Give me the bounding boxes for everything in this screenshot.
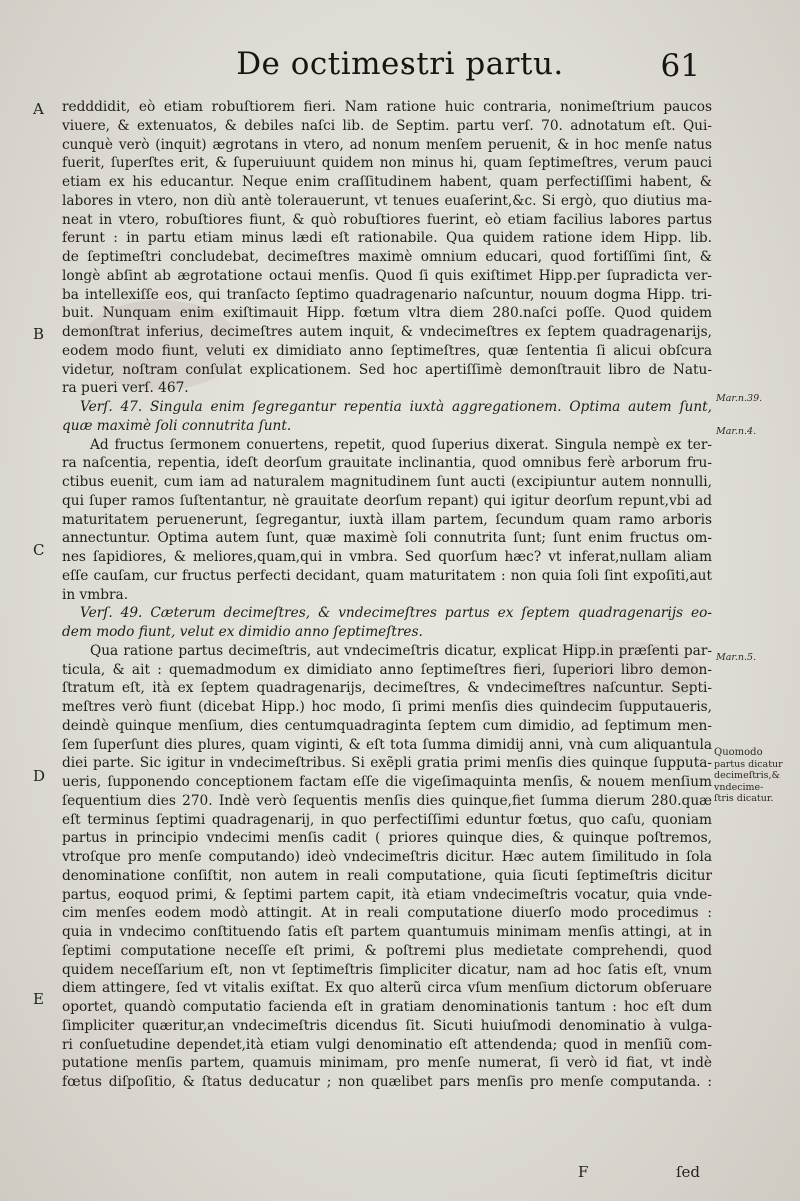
catchword: ſed (676, 1163, 701, 1181)
text-line: redddidit, eò etiam robuſtiorem fieri. Nam ratione huic contraria, nonimeſtrium paucos (62, 99, 712, 115)
text-line: ticula, & ait : quemadmodum ex dimidiato anno ſeptimeſtres fieri, ſuperiori libro demon- (62, 661, 712, 678)
text-line: videtur, noſtram conſulat explicationem. Sed hoc apertiſſimè demonſtrauit libro de Natu- (62, 361, 712, 378)
margin-gloss-line: vndecime- (714, 781, 764, 793)
text-line: etiam ex his educantur. Neque enim craſſitudinem habent, quam perfectiſſimi habent, & (62, 174, 712, 190)
text-line: oportet, quandò computatio facienda eſt in gratiam denominationis tantum : hoc eſt dum (62, 999, 712, 1015)
text-line: eodem modo fiunt, veluti ex dimidiato anno ſeptimeſtres, quæ ſententia ſi alicui obſcura (62, 342, 712, 359)
text-line: Ad fructus ſermonem conuertens, repetit, quod ſuperius dixerat. Singula nempè ex ter- (90, 436, 712, 453)
text-line: ſimpliciter quæritur,an vndecimeſtris dicendus ſit. Sicuti huiuſmodi denominatio à vulga- (62, 1017, 712, 1034)
margin-note: Mar.n.39. (716, 393, 763, 404)
text-line: ueris, ſupponendo conceptionem factam eſſe die vigeſimaquinta menſis, & nouem menſium (62, 774, 712, 790)
text-line: putatione menſis partem, quamuis minimam, pro menſe numerat, ſi verò id fiat, vt indè (62, 1055, 712, 1072)
verse-heading: dem modo fiunt, velut ex dimidio anno ſeptimeſtres. (62, 624, 423, 640)
verse-heading: Verſ. 47. Singula enim ſegregantur repentia iuxtà aggregationem. Optima autem ſunt, (80, 399, 712, 415)
text-line: denominatione conſiſtit, non autem in reali computatione, quia ſicuti ſeptimeſtris dicitur (62, 867, 712, 884)
text-line: deindè quinque menſium, dies centumquadraginta ſeptem cum dimidio, ad ſeptimum men- (62, 717, 712, 734)
main-text (62, 98, 712, 1092)
text-line: ſtratum eſt, ità ex ſeptem quadragenarijs, decimeſtres, & vndecimeſtres naſcuntur. Septi- (62, 680, 712, 697)
section-marker-a: A (33, 100, 44, 118)
running-header (0, 46, 800, 96)
margin-gloss-line: decimeſtris,& (714, 770, 780, 781)
page-number: 61 (660, 48, 700, 84)
text-line: maturitatem peruenerunt, ſegregantur, iuxtà illam partem, ſecundum quam ramo arboris (62, 511, 712, 528)
text-line: ſem ſuperſunt dies plures, quam viginti, & eſt tota ſumma dimidij anni, vnà cum aliquantula (62, 736, 712, 753)
text-line: buit. Nunquam enim exiſtimauit Hipp. fœtum vltra diem 280.naſci poſſe. Quod quidem (62, 305, 712, 322)
text-line: de ſeptimeſtri concludebat, decimeſtres maximè omnium educari, quod fortiſſimi ſint, & (62, 249, 712, 265)
section-marker-d: D (33, 767, 46, 785)
text-line: meſtres verò fiunt (dicebat Hipp.) hoc modo, ſi primi menſis dies quindecim ſupputaueris, (62, 699, 712, 715)
text-line: ba intellexiſſe eos, qui tranſacto ſeptimo quadragenario naſcuntur, nouum dogma Hipp. tri- (62, 286, 712, 303)
text-line: diei parte. Sic igitur in vndecimeſtribus. Si exẽpli gratia primi menſis dies quinque ſupputa- (62, 755, 712, 772)
text-line: quidem neceſſarium eſt, non vt ſeptimeſtris ſimpliciter dicatur, nam ad hoc ſatis eſt, vnum (62, 961, 712, 978)
verse-heading: quæ maximè ſoli connutrita ſunt. (62, 417, 292, 434)
signature-mark: F (578, 1163, 589, 1181)
text-line: vtroſque pro menſe computando) ideò vndecimeſtris dicitur. Hæc autem ſimilitudo in ſola (62, 849, 712, 865)
text-line: nes ſapidiores, & meliores,quam,qui in vmbra. Sed quorſum hæc? vt inferat,nullam aliam (62, 549, 712, 565)
text-line: ra pueri verſ. 467. (62, 380, 189, 397)
text-line: annectuntur. Optima autem ſunt, quæ maximè ſoli connutrita ſunt; ſunt enim fructus om- (62, 530, 712, 547)
text-line: ſeptimi computatione neceſſe eſt primi, & poſtremi plus medietate comprehendi, quod (62, 942, 712, 959)
verse-heading: Verſ. 49. Cæterum decimeſtres, & vndecimeſtres partus ex ſeptem quadragenarijs eo- (80, 605, 712, 622)
text-line: longè abſint ab ægrotatione octaui menſis. Quod ſi quis exiſtimet Hipp.per ſupradicta ver- (62, 267, 712, 284)
margin-gloss-line: partus dicatur (714, 758, 783, 770)
text-line: eſt terminus ſeptimi quadragenarij, in quo perfectiſſimi eduntur fœtus, quo caſu, quoniam (62, 811, 712, 828)
text-line: diem attingere, ſed vt vitalis exiſtat. Ex quo alterũ circa vſum menſium dictorum obſeruare (62, 980, 712, 997)
text-line: partus, eoquod primi, & ſeptimi partem capit, ità etiam vndecimeſtris vocatur, quia vnde- (62, 886, 712, 903)
text-line: cunquè verò (inquit) ægrotans in vtero, ad nonum menſem peruenit, & in hoc menſe natus (62, 136, 712, 153)
text-line: quia in vndecimo conſtituendo ſatis eſt partem quantumuis minimam menſis attingi, at in (62, 924, 712, 940)
text-line: fuerit, ſuperſtes erit, & ſuperuiuunt quidem non minus hi, quam ſeptimeſtres, verum pauci (62, 155, 712, 172)
section-marker-c: C (33, 541, 45, 559)
margin-note: Mar.n.5. (716, 652, 757, 663)
text-line: viuere, & extenuatos, & debiles naſci lib. de Septim. partu verſ. 70. adnotatum eſt. Qui- (62, 117, 712, 134)
text-line: ferunt : in partu etiam minus lædi eſt rationabile. Qua quidem ratione idem Hipp. lib. (62, 230, 712, 247)
text-line: cim menſes eodem modò attingit. At in reali computatione diuerſo modo procedimus : (62, 905, 712, 922)
text-line: Qua ratione partus decimeſtris, aut vndecimeſtris dicatur, explicat Hipp.in præſenti par- (90, 642, 712, 659)
margin-gloss-line: ſtris dicatur. (714, 793, 774, 804)
text-line: demonſtrat inferius, decimeſtres autem inquit, & vndecimeſtres ex ſeptem quadragenarijs, (62, 324, 712, 340)
margin-gloss-line: Quomodo (714, 747, 763, 758)
text-line: in vmbra. (62, 586, 129, 603)
text-line: eſſe cauſam, cur fructus perfecti decidant, quam maturitatem : non quia ſoli ſint expoſiti,aut (62, 567, 712, 584)
text-line: labores in vtero, non diù antè tolerauerunt, vt tenues euaſerint,&c. Si ergò, quo diutius ma- (62, 192, 712, 209)
text-line: ctibus euenit, cum iam ad naturalem magnitudinem ſunt aucti (excipiuntur autem nonnulli, (62, 474, 712, 490)
text-line: fœtus diſpoſitio, & ſtatus deducatur ; non quælibet pars menſis pro menſe computanda. : (62, 1074, 712, 1090)
text-line: qui ſuper ramos ſuſtentantur, nè grauitate deorſum repant) qui igitur deorſum repunt,vbi ad (62, 492, 712, 509)
margin-gloss (714, 747, 783, 805)
text-line: neat in vtero, robuſtiores fiunt, & quò robuſtiores fuerint, eò etiam facilius labores partus (62, 211, 712, 228)
page-title: De octimestri partu. (236, 46, 564, 82)
section-marker-e: E (33, 990, 44, 1008)
margin-note: Mar.n.4. (716, 426, 757, 437)
section-marker-b: B (33, 325, 45, 343)
text-line: ſequentium dies 270. Indè verò ſequentis menſis dies quinque,fiet ſumma dierum 280.quæ (62, 792, 712, 809)
text-line: ra naſcentia, repentia, ideſt deorſum grauitate inclinantia, quod omnibus ferè arborum fru- (62, 455, 712, 472)
text-line: ri conſuetudine dependet,ità etiam vulgi denominatio eſt attendenda; quod in menſiũ com- (62, 1036, 712, 1053)
text-line: partus in principio vndecimi menſis cadit ( priores quinque dies, & quinque poſtremos, (62, 830, 712, 847)
